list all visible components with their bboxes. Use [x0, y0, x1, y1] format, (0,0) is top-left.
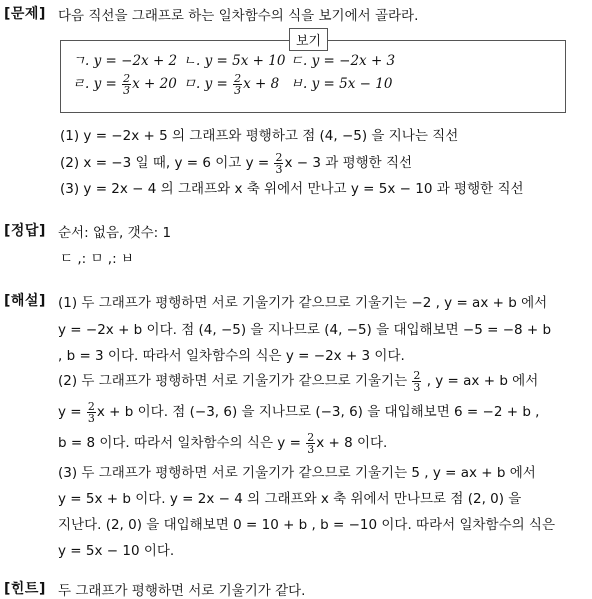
solution-line-4-part-b: , y = ax + b 에서 — [422, 373, 539, 389]
choice-2: ㄴ. y = 5x + 10 — [183, 53, 286, 69]
choice-4-suffix: x + 20 — [132, 76, 177, 92]
question-2-frac-den: 3 — [275, 162, 283, 176]
choice-3: ㄷ. y = −2x + 3 — [290, 53, 396, 69]
solution-line-4-frac-num: 2 — [413, 368, 421, 382]
solution-line-5-part-a: y = — [58, 404, 86, 420]
choice-1: ㄱ. y = −2x + 2 — [72, 53, 178, 69]
solution-line-3: , b = 3 이다. 따라서 일차함수의 식은 y = −2x + 3 이다. — [58, 348, 405, 364]
solution-line-5-part-b: x + b 이다. 점 (−3, 6) 을 지나므로 (−3, 6) 을 대입해보면 6 = −2 + b , — [96, 404, 540, 420]
solution-tag: [해설] — [4, 293, 46, 309]
choice-5 — [183, 72, 279, 96]
question-2-part-a: (2) x = −3 일 때, y = 6 이고 y = — [60, 155, 274, 171]
choice-5-suffix: x + 8 — [243, 76, 280, 92]
choice-5-fraction — [233, 73, 242, 96]
answer-tag: [정답] — [4, 223, 46, 239]
choice-5-prefix: ㅁ. y = — [183, 76, 233, 92]
question-1: (1) y = −2x + 5 의 그래프와 평행하고 점 (4, −5) 을 지나는 직선 — [60, 128, 459, 144]
solution-line-4-part-a: (2) 두 그래프가 평행하면 서로 기울기가 같으므로 기울기는 — [58, 373, 412, 389]
answer-line-1: 순서: 없음, 갯수: 1 — [58, 225, 172, 241]
solution-line-6-fraction — [306, 432, 315, 455]
hint-text: 두 그래프가 평행하면 서로 기울기가 같다. — [58, 583, 306, 599]
choice-4-frac-den: 3 — [123, 84, 131, 97]
solution-line-6 — [58, 431, 387, 455]
solution-line-6-part-a: b = 8 이다. 따라서 일차함수의 식은 y = — [58, 435, 306, 451]
solution-line-6-frac-num: 2 — [307, 430, 315, 444]
solution-line-6-frac-den: 3 — [307, 442, 315, 456]
solution-line-8: y = 5x + b 이다. y = 2x − 4 의 그래프와 x 축 위에서 만나므로 점 (2, 0) 을 — [58, 491, 522, 507]
choice-4 — [72, 72, 177, 96]
solution-line-9: 지난다. (2, 0) 을 대입해보면 0 = 10 + b , b = −10 이다. 따라서 일차함수의 식은 — [58, 517, 556, 533]
solution-line-2: y = −2x + b 이다. 점 (4, −5) 을 지나므로 (4, −5) 을 대입해보면 −5 = −8 + b — [58, 322, 552, 338]
solution-line-6-part-b: x + 8 이다. — [316, 435, 388, 451]
solution-line-5-fraction — [87, 401, 96, 424]
solution-line-5-frac-den: 3 — [87, 411, 95, 425]
choice-5-frac-den: 3 — [234, 84, 242, 97]
solution-line-7: (3) 두 그래프가 평행하면 서로 기울기가 같으므로 기울기는 5 , y = ax + b 에서 — [58, 465, 536, 481]
choice-4-fraction — [122, 73, 131, 96]
choice-5-frac-num: 2 — [234, 72, 242, 85]
solution-line-5 — [58, 400, 539, 424]
question-2-frac-num: 2 — [275, 150, 283, 164]
solution-line-4 — [58, 369, 538, 393]
solution-line-10: y = 5x − 10 이다. — [58, 543, 175, 559]
question-2 — [60, 151, 412, 175]
answer-line-2: ㄷ ,: ㅁ ,: ㅂ — [60, 251, 134, 267]
question-3: (3) y = 2x − 4 의 그래프와 x 축 위에서 만나고 y = 5x − 10 과 평행한 직선 — [60, 181, 524, 197]
choice-6: ㅂ. y = 5x − 10 — [290, 76, 393, 92]
choice-4-prefix: ㄹ. y = — [72, 76, 122, 92]
question-2-fraction — [274, 152, 283, 175]
hint-tag: [힌트] — [4, 581, 46, 597]
choice-4-frac-num: 2 — [123, 72, 131, 85]
problem-tag: [문제] — [4, 6, 46, 22]
solution-line-1: (1) 두 그래프가 평행하면 서로 기울기가 같으므로 기울기는 −2 , y = ax + b 에서 — [58, 295, 548, 311]
question-2-part-b: x − 3 과 평행한 직선 — [284, 155, 413, 171]
choices-box-title: 보기 — [289, 28, 328, 51]
problem-text: 다음 직선을 그래프로 하는 일차함수의 식을 보기에서 골라라. — [58, 8, 419, 24]
solution-line-5-frac-num: 2 — [87, 399, 95, 413]
solution-line-4-frac-den: 3 — [413, 380, 421, 394]
solution-line-4-fraction — [412, 370, 421, 393]
